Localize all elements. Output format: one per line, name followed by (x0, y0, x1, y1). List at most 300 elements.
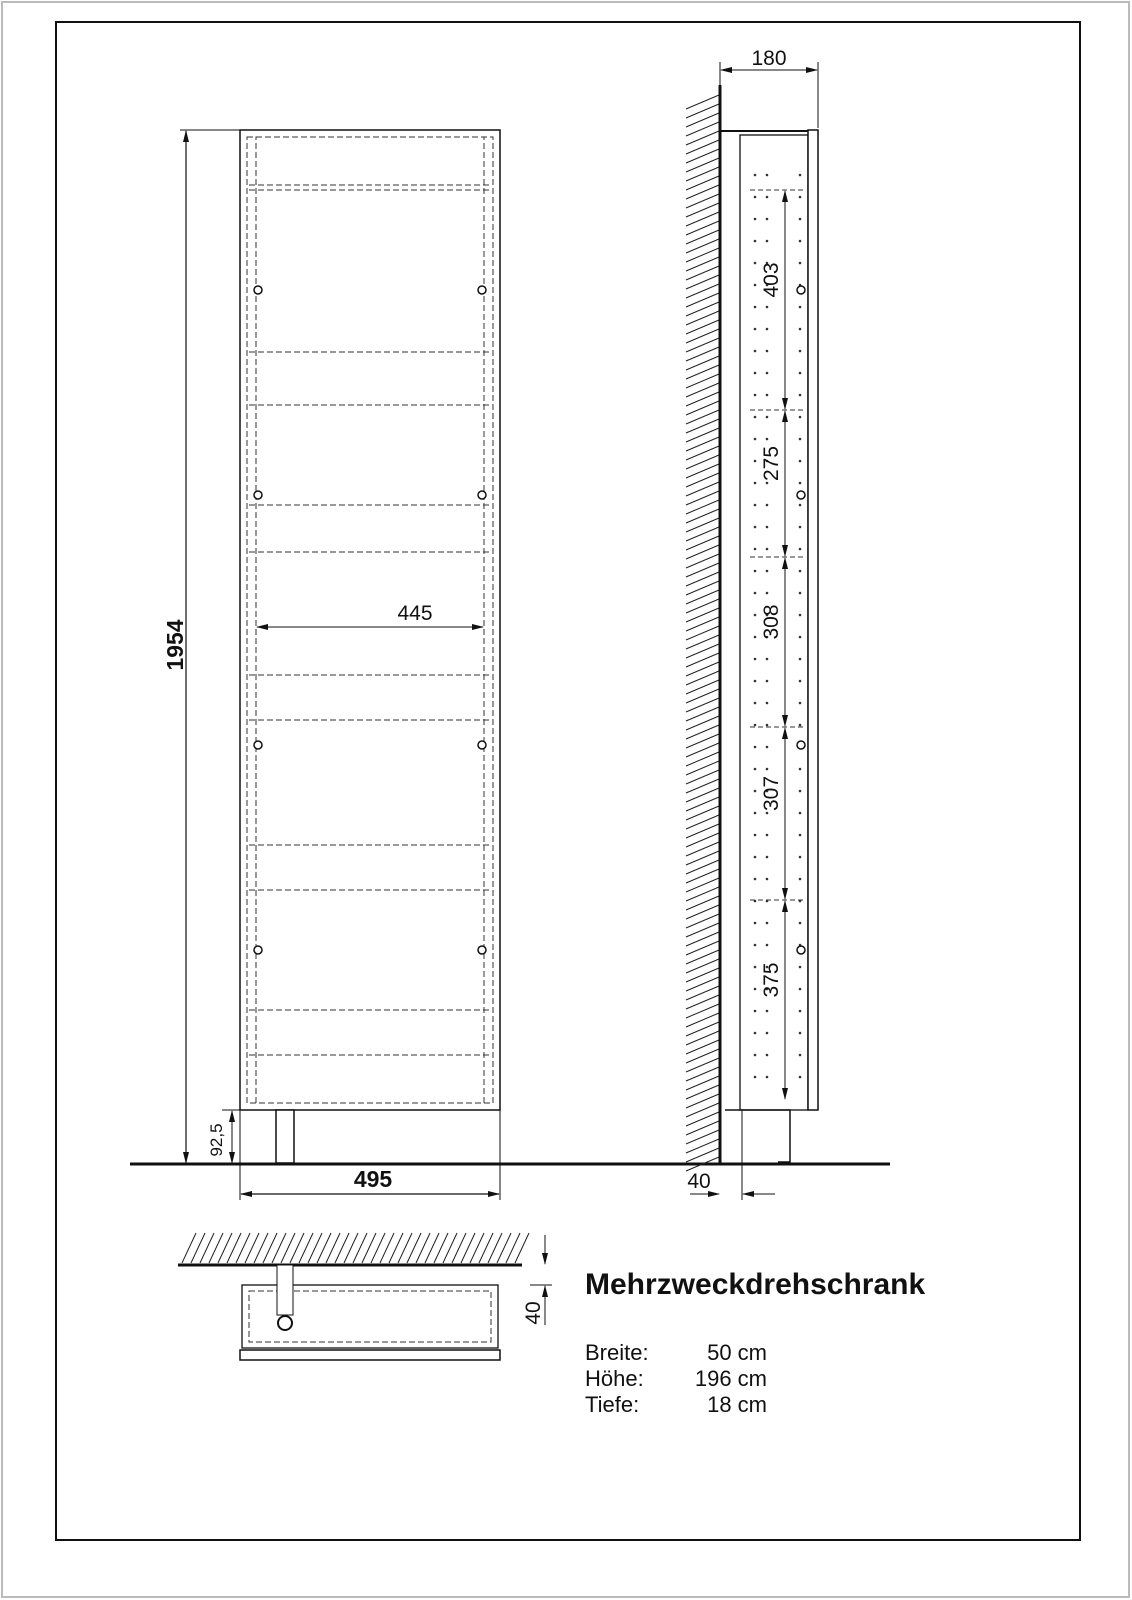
hatch-line (686, 698, 719, 712)
spec-list (585, 1340, 767, 1418)
hatch-line (686, 563, 719, 577)
hatch-line (686, 1049, 719, 1063)
hatch-line (686, 662, 719, 676)
hatch-line (263, 1233, 277, 1263)
hatch-line (686, 932, 719, 946)
peg-hole (799, 438, 802, 441)
peg-hole (754, 746, 757, 749)
hatch-line (686, 788, 719, 802)
hatch-line (686, 815, 719, 829)
peg-hole (754, 878, 757, 881)
hatch-line (686, 446, 719, 460)
hatch-line (686, 1148, 719, 1162)
hatch-line (686, 194, 719, 208)
peg-hole (799, 548, 802, 551)
hatch-line (686, 959, 719, 973)
hatch-line (209, 1233, 223, 1263)
peg-hole (799, 174, 802, 177)
hatch-line (686, 275, 719, 289)
hatch-line (686, 968, 719, 982)
shelf-spacing-label: 403 (760, 262, 783, 298)
hatch-line (389, 1233, 403, 1263)
peg-hole (754, 1076, 757, 1079)
hatch-line (686, 437, 719, 451)
plan-door-panel (240, 1350, 500, 1360)
peg-hole (766, 768, 769, 771)
hatch-line (686, 761, 719, 775)
hatch-line (686, 617, 719, 631)
hatch-line (686, 905, 719, 919)
hatch-line (308, 1233, 322, 1263)
hinge-icon (254, 741, 262, 749)
peg-hole (799, 416, 802, 419)
hatch-line (281, 1233, 295, 1263)
hatch-line (335, 1233, 349, 1263)
peg-hole (799, 262, 802, 265)
hatch-line (686, 797, 719, 811)
hatch-line (686, 689, 719, 703)
hatch-line (686, 554, 719, 568)
peg-hole (754, 328, 757, 331)
hatch-line (686, 824, 719, 838)
hatch-line (686, 527, 719, 541)
peg-hole (799, 372, 802, 375)
hatch-line (686, 599, 719, 613)
hatch-line (686, 878, 719, 892)
hatch-line (686, 635, 719, 649)
hatch-line (362, 1233, 376, 1263)
peg-hole (766, 328, 769, 331)
peg-hole (754, 1054, 757, 1057)
peg-hole (766, 1010, 769, 1013)
peg-hole (754, 570, 757, 573)
hinge-icon (797, 286, 805, 294)
hatch-line (686, 329, 719, 343)
spec-label: Tiefe: (585, 1392, 640, 1417)
hatch-line (479, 1233, 493, 1263)
peg-hole (754, 350, 757, 353)
hatch-line (686, 518, 719, 532)
hatch-line (686, 95, 719, 109)
hatch-line (686, 842, 719, 856)
hatch-line (686, 1121, 719, 1135)
hatch-line (686, 1031, 719, 1045)
peg-hole (754, 438, 757, 441)
shelf-spacing-label: 307 (760, 775, 783, 812)
peg-hole (799, 856, 802, 859)
peg-hole (766, 306, 769, 309)
peg-hole (754, 680, 757, 683)
hatch-line (686, 122, 719, 136)
wall-hatching (686, 95, 719, 1171)
inner-width-dimension-label: 445 (397, 602, 433, 625)
peg-hole (799, 1032, 802, 1035)
hatch-line (200, 1233, 214, 1263)
hatch-line (686, 1130, 719, 1144)
hatch-line (272, 1233, 286, 1263)
hatch-line (506, 1233, 520, 1263)
hatch-line (686, 149, 719, 163)
peg-hole (799, 658, 802, 661)
depth-dimension-label: 180 (751, 47, 787, 70)
peg-hole (754, 702, 757, 705)
peg-hole (799, 724, 802, 727)
hatch-line (686, 500, 719, 514)
hatch-line (686, 977, 719, 991)
product-title: Mehrzweckdrehschrank (585, 1268, 926, 1301)
hatch-line (686, 887, 719, 901)
peg-hole (754, 592, 757, 595)
peg-hole (799, 218, 802, 221)
peg-hole (766, 856, 769, 859)
hatch-line (686, 455, 719, 469)
peg-hole (799, 614, 802, 617)
peg-hole (754, 526, 757, 529)
door-panel (808, 130, 818, 1110)
peg-hole (754, 834, 757, 837)
spec-row-depth (585, 1392, 767, 1418)
hatch-line (686, 185, 719, 199)
hatch-line (686, 779, 719, 793)
hatch-line (686, 401, 719, 415)
peg-hole (754, 460, 757, 463)
hatch-line (686, 707, 719, 721)
shelf-spacing-label: 375 (760, 962, 783, 998)
hatch-line (218, 1233, 232, 1263)
hatch-line (227, 1233, 241, 1263)
hatch-line (398, 1233, 412, 1263)
peg-hole (766, 592, 769, 595)
hatch-line (686, 725, 719, 739)
hatch-line (686, 167, 719, 181)
peg-hole (754, 768, 757, 771)
spec-label: Höhe: (585, 1366, 644, 1391)
peg-hole (766, 548, 769, 551)
peg-hole (799, 966, 802, 969)
peg-hole (799, 526, 802, 529)
peg-hole (766, 900, 769, 903)
peg-hole (766, 372, 769, 375)
hatch-line (686, 482, 719, 496)
peg-hole (754, 724, 757, 727)
peg-hole (754, 812, 757, 815)
peg-hole (766, 240, 769, 243)
hatch-line (686, 509, 719, 523)
hatch-line (245, 1233, 259, 1263)
hatch-line (452, 1233, 466, 1263)
peg-hole (766, 1054, 769, 1057)
peg-hole (799, 196, 802, 199)
peg-hole (754, 240, 757, 243)
peg-hole (766, 702, 769, 705)
spec-value: 18 cm (707, 1392, 767, 1417)
hatch-line (686, 860, 719, 874)
peg-hole (766, 680, 769, 683)
peg-hole (754, 856, 757, 859)
peg-hole (766, 438, 769, 441)
peg-hole (754, 284, 757, 287)
hatch-line (686, 545, 719, 559)
peg-hole (766, 1032, 769, 1035)
hatch-line (686, 1067, 719, 1081)
hatch-line (686, 653, 719, 667)
plan-view (240, 1265, 500, 1360)
peg-hole (766, 944, 769, 947)
hatch-line (488, 1233, 502, 1263)
hatch-line (299, 1233, 313, 1263)
hatch-line (686, 770, 719, 784)
peg-hole (754, 966, 757, 969)
hinge-icon (478, 946, 486, 954)
hatch-line (686, 1058, 719, 1072)
peg-hole (799, 702, 802, 705)
hatch-line (686, 320, 719, 334)
hatch-line (686, 1076, 719, 1090)
hatch-line (317, 1233, 331, 1263)
peg-hole (799, 1076, 802, 1079)
hatch-line (290, 1233, 304, 1263)
hatch-line (686, 491, 719, 505)
peg-hole (766, 526, 769, 529)
hatch-line (686, 374, 719, 388)
hatch-line (686, 572, 719, 586)
peg-hole (754, 900, 757, 903)
peg-hole (799, 394, 802, 397)
spec-row-height (585, 1366, 767, 1392)
hatch-line (686, 1013, 719, 1027)
peg-hole (766, 350, 769, 353)
hatch-line (236, 1233, 250, 1263)
hatch-line (371, 1233, 385, 1263)
hatch-line (425, 1233, 439, 1263)
peg-hole (799, 922, 802, 925)
peg-hole (766, 878, 769, 881)
hatch-line (686, 140, 719, 154)
hatch-line (686, 428, 719, 442)
hatch-line (686, 734, 719, 748)
hatch-line (686, 248, 719, 262)
hinge-icon (254, 286, 262, 294)
peg-hole (754, 790, 757, 793)
peg-hole (799, 482, 802, 485)
hinge-icon (254, 491, 262, 499)
peg-hole (799, 240, 802, 243)
peg-hole (766, 218, 769, 221)
peg-hole (754, 988, 757, 991)
spec-value: 196 cm (694, 1366, 767, 1391)
peg-hole (754, 372, 757, 375)
peg-hole (754, 416, 757, 419)
hatch-line (686, 1085, 719, 1099)
hatch-line (686, 347, 719, 361)
hatch-line (686, 941, 719, 955)
hatch-line (686, 230, 719, 244)
hatch-line (686, 806, 719, 820)
hatch-line (686, 410, 719, 424)
hatch-line (686, 383, 719, 397)
peg-hole (754, 306, 757, 309)
shelf-spacing-label: 275 (760, 445, 783, 482)
peg-hole (754, 394, 757, 397)
hatch-line (686, 851, 719, 865)
peg-hole (799, 350, 802, 353)
peg-hole (799, 834, 802, 837)
hatch-line (686, 536, 719, 550)
peg-hole (766, 482, 769, 485)
peg-hole (754, 636, 757, 639)
hatch-line (686, 203, 719, 217)
hatch-line (686, 869, 719, 883)
hatch-line (254, 1233, 268, 1263)
hatch-line (686, 266, 719, 280)
peg-hole (799, 328, 802, 331)
width-dimension-label: 495 (353, 1166, 393, 1192)
hatch-line (686, 1112, 719, 1126)
peg-hole (799, 812, 802, 815)
peg-hole (754, 548, 757, 551)
peg-hole (754, 614, 757, 617)
peg-hole (766, 834, 769, 837)
hatch-line (470, 1233, 484, 1263)
peg-hole (754, 1032, 757, 1035)
plan-mount-bracket (277, 1265, 293, 1315)
hatch-line (326, 1233, 340, 1263)
peg-hole (754, 196, 757, 199)
hinge-icon (797, 741, 805, 749)
hinge-icon (254, 946, 262, 954)
hatch-line (686, 743, 719, 757)
hatch-line (686, 284, 719, 298)
peg-hole (766, 922, 769, 925)
hatch-line (344, 1233, 358, 1263)
peg-hole (754, 504, 757, 507)
shelf-spacing-label: 308 (760, 604, 783, 640)
front-view (240, 130, 500, 1163)
hatch-line (686, 257, 719, 271)
plan-hinge (278, 1316, 292, 1330)
hatch-line (686, 212, 719, 226)
hatch-line (686, 311, 719, 325)
hatch-line (686, 581, 719, 595)
peg-hole (766, 570, 769, 573)
hatch-line (686, 590, 719, 604)
hatch-line (443, 1233, 457, 1263)
hatch-line (686, 356, 719, 370)
peg-hole (799, 1010, 802, 1013)
hatch-line (686, 1004, 719, 1018)
hatch-line (434, 1233, 448, 1263)
peg-hole (766, 1076, 769, 1079)
hatch-line (686, 176, 719, 190)
hatch-line (686, 671, 719, 685)
hatch-line (497, 1233, 511, 1263)
peg-hole (766, 724, 769, 727)
peg-hole (799, 504, 802, 507)
peg-hole (799, 878, 802, 881)
peg-hole (799, 592, 802, 595)
plan-gap-dimension-label: 40 (522, 1301, 545, 1325)
peg-hole (766, 812, 769, 815)
hatch-line (686, 1040, 719, 1054)
hinge-icon (478, 741, 486, 749)
hinge-icon (478, 491, 486, 499)
peg-hole (799, 570, 802, 573)
hatch-line (686, 950, 719, 964)
hinge-icon (478, 286, 486, 294)
peg-hole (766, 394, 769, 397)
peg-hole (799, 306, 802, 309)
peg-hole (754, 944, 757, 947)
peg-hole (754, 262, 757, 265)
spec-row-width (585, 1340, 767, 1366)
hatch-line (686, 104, 719, 118)
hinge-icon (797, 946, 805, 954)
leg-profile (725, 1110, 790, 1162)
hatch-line (686, 1094, 719, 1108)
hatch-line (686, 914, 719, 928)
hinge-icon (797, 491, 805, 499)
peg-hole (754, 658, 757, 661)
cabinet-leg (276, 1110, 294, 1163)
hatch-line (686, 833, 719, 847)
cabinet-outline (240, 130, 500, 1110)
hatch-line (686, 419, 719, 433)
plan-wall-hatching (182, 1233, 529, 1263)
peg-hole (766, 196, 769, 199)
hatch-line (686, 221, 719, 235)
peg-hole (799, 1054, 802, 1057)
hatch-line (191, 1233, 205, 1263)
hatch-line (686, 113, 719, 127)
peg-hole (766, 416, 769, 419)
hatch-line (686, 644, 719, 658)
hatch-line (380, 1233, 394, 1263)
hatch-line (686, 365, 719, 379)
leg-dimension-label: 92,5 (207, 1123, 226, 1157)
hatch-line (686, 995, 719, 1009)
peg-hole (754, 1010, 757, 1013)
hatch-line (686, 464, 719, 478)
hatch-line (686, 752, 719, 766)
height-dimension-label: 1954 (162, 619, 188, 671)
peg-hole (799, 768, 802, 771)
page-border (2, 2, 1129, 1597)
hatch-line (686, 239, 719, 253)
hatch-line (686, 473, 719, 487)
peg-hole (754, 218, 757, 221)
hatch-line (353, 1233, 367, 1263)
hatch-line (182, 1233, 196, 1263)
peg-hole (754, 922, 757, 925)
hatch-line (686, 923, 719, 937)
peg-hole (799, 790, 802, 793)
hatch-line (461, 1233, 475, 1263)
spec-label: Breite: (585, 1340, 649, 1365)
spec-value: 50 cm (707, 1340, 767, 1365)
hatch-line (686, 293, 719, 307)
hatch-line (686, 1022, 719, 1036)
hatch-line (686, 392, 719, 406)
hatch-line (686, 680, 719, 694)
hatch-line (686, 1139, 719, 1153)
peg-hole (766, 658, 769, 661)
hatch-line (686, 986, 719, 1000)
peg-hole (754, 174, 757, 177)
hatch-line (686, 302, 719, 316)
peg-hole (799, 680, 802, 683)
hatch-line (686, 608, 719, 622)
peg-hole (799, 900, 802, 903)
